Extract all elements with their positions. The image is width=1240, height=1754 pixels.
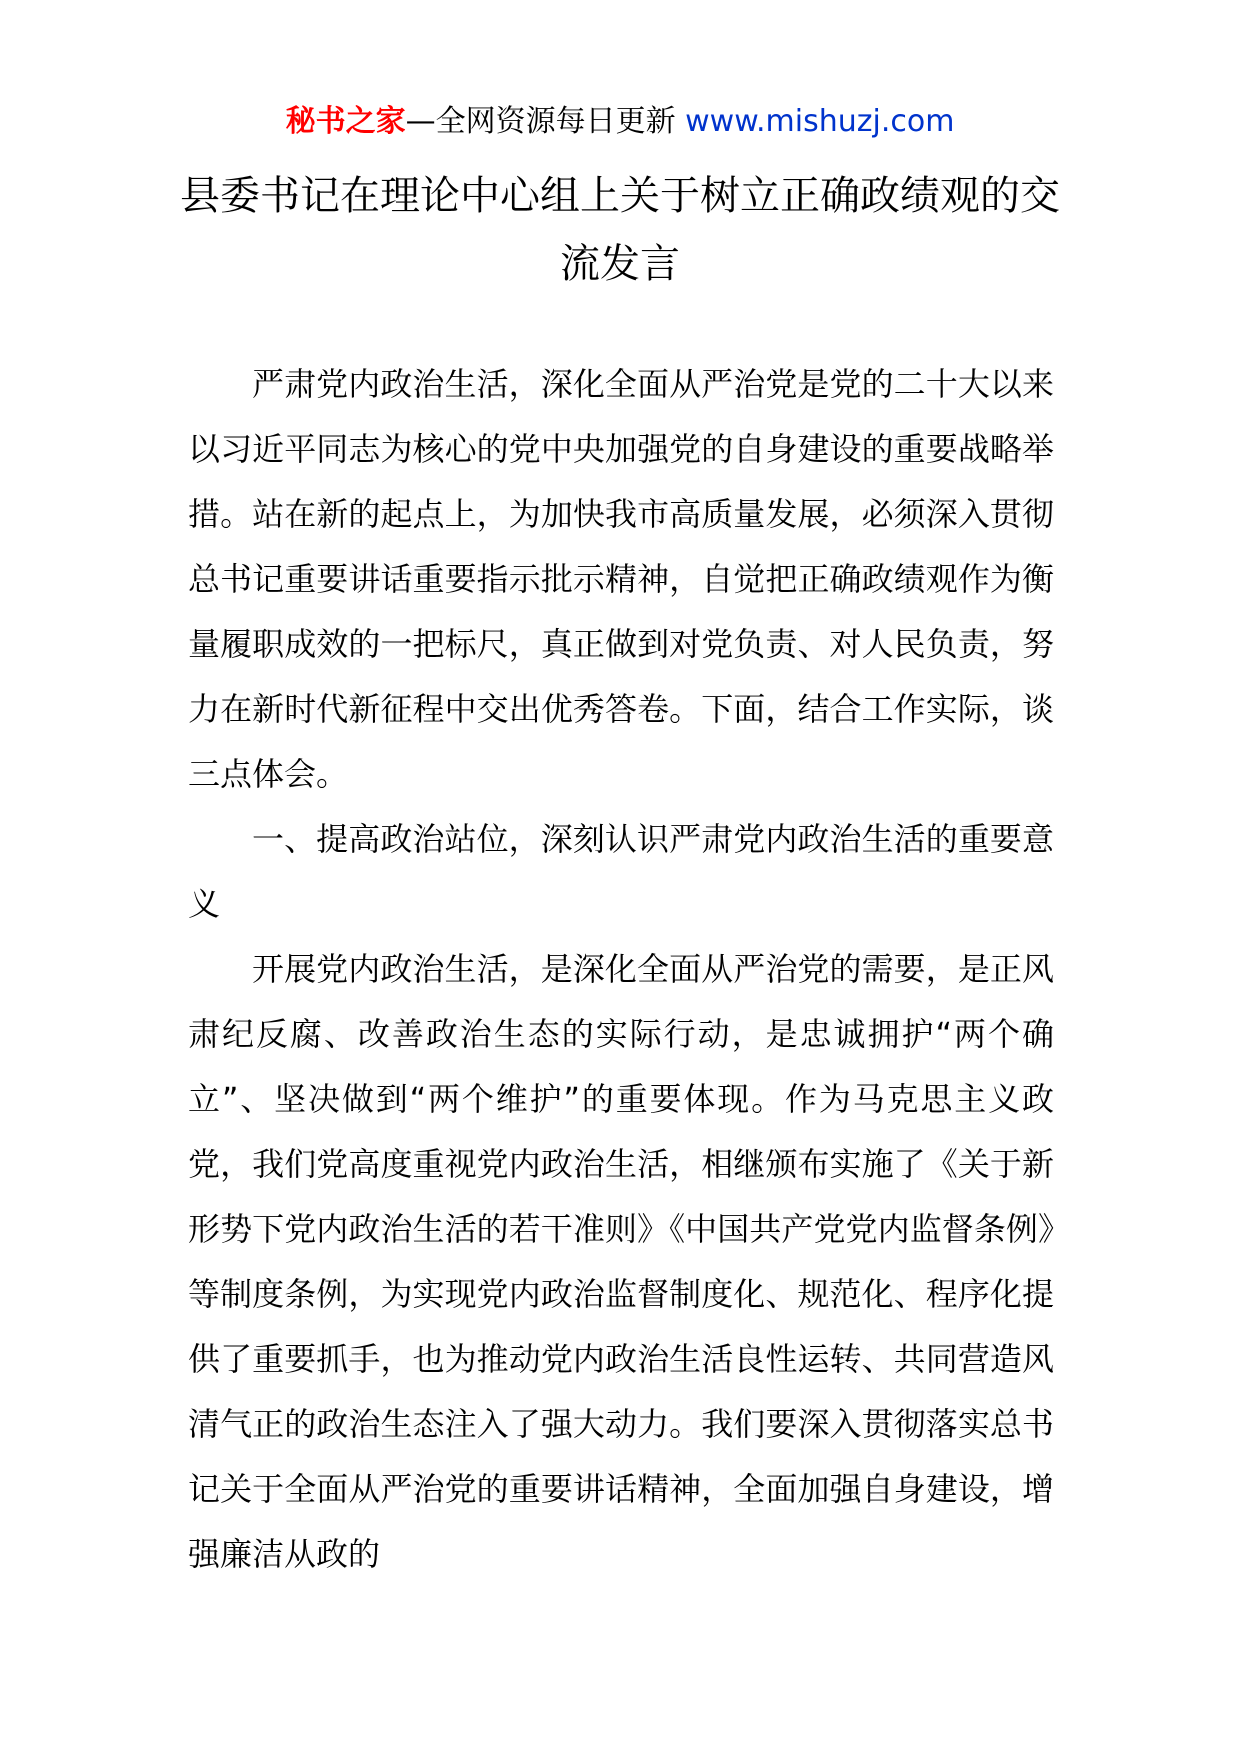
intro-paragraph: 严肃党内政治生活，深化全面从严治党是党的二十大以来以习近平同志为核心的党中央加强党的自身建设的重要战略举措。站在新的起点上，为加快我市高质量发展，必须深入贯彻总书记重要讲话重要指示批示精神，自觉把正确政绩观作为衡量履职成效的一把标尺，真正做到对党负责、对人民负责，努力在新时代新征程中交出优秀答卷。下面，结合工作实际，谈三点体会。 xyxy=(188,365,1054,793)
body-paragraph: 开展党内政治生活，是深化全面从严治党的需要，是正风肃纪反腐、改善政治生态的实际行动，是忠诚拥护“两个确立”、坚决做到“两个维护”的重要体现。作为马克思主义政党，我们党高度重视党内政治生活，相继颁布实施了《关于新形势下党内政治生活的若干准则》《中国共产党党内监督条例》等制度条例，为实现党内政治监督制度化、规范化、程序化提供了重要抓手，也为推动党内政治生活良性运转、共同营造风清气正的政治生态注入了强大动力。我们要深入贯彻落实总书记关于全面从严治党的重要讲话精神，全面加强自身建设，增强廉洁从政的 xyxy=(188,950,1054,1573)
header-tagline: —全网资源每日更新 xyxy=(405,104,686,139)
brand-name: 秘书之家 xyxy=(285,104,406,139)
site-header xyxy=(0,100,1240,144)
document-title: 县委书记在理论中心组上关于树立正确政绩观的交流发言 xyxy=(180,173,1060,287)
site-url-link[interactable]: www.mishuzj.com xyxy=(685,104,955,139)
section-heading-1: 一、提高政治站位，深刻认识严肃党内政治生活的重要意义 xyxy=(188,820,1054,923)
document-body xyxy=(188,352,1054,1587)
